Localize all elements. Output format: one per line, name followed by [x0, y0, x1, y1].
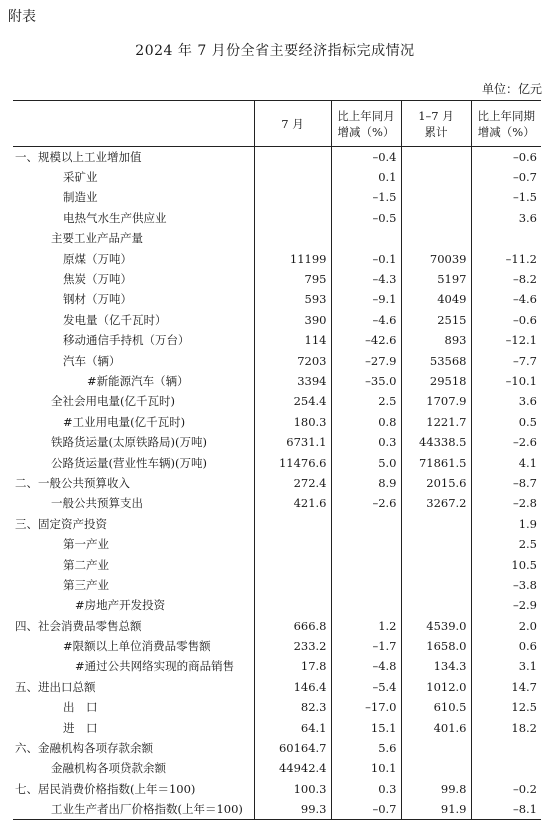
- month-value: [254, 514, 331, 534]
- table-row: [13, 452, 541, 472]
- indicator-name: 汽车（辆）: [63, 353, 121, 368]
- appendix-label: 附表: [8, 9, 36, 25]
- month-value: 82.3: [254, 697, 331, 717]
- cumulative-value: [401, 534, 471, 554]
- month-yoy: –1.5: [331, 187, 401, 207]
- header-cumulative-yoy-line1: 比上年同期: [477, 108, 535, 123]
- month-value: [254, 167, 331, 187]
- month-value: [254, 147, 331, 167]
- table-row: [13, 473, 541, 493]
- cumulative-yoy: [471, 228, 541, 248]
- header-month-label: 7 月: [281, 116, 304, 131]
- table-row: [13, 269, 541, 289]
- month-value: 180.3: [254, 412, 331, 432]
- cumulative-yoy: 10.5: [471, 554, 541, 574]
- month-value: 146.4: [254, 677, 331, 697]
- indicator-name: 金融机构各项贷款余额: [51, 761, 166, 776]
- header-cumulative-line2: 累计: [424, 124, 448, 139]
- cumulative-value: 1658.0: [401, 636, 471, 656]
- header-cumulative: [401, 101, 471, 147]
- indicator-name: #通过公共网络实现的商品销售: [75, 659, 235, 674]
- month-yoy: –35.0: [331, 371, 401, 391]
- month-yoy: 0.3: [331, 432, 401, 452]
- month-yoy: –0.7: [331, 799, 401, 819]
- month-yoy: [331, 228, 401, 248]
- header-month-yoy-line2: 增减（%）: [337, 124, 395, 139]
- cumulative-yoy: [471, 738, 541, 758]
- indicator-name: 电热气水生产供应业: [63, 210, 167, 225]
- indicator-name: 四、社会消费品零售总额: [15, 618, 142, 633]
- month-value: 6731.1: [254, 432, 331, 452]
- indicator-name: 三、固定资产投资: [15, 516, 107, 531]
- table-header-row: [13, 101, 541, 147]
- cumulative-value: 29518: [401, 371, 471, 391]
- page-title: 2024 年 7 月份全省主要经济指标完成情况: [135, 43, 415, 59]
- cumulative-yoy: –11.2: [471, 248, 541, 268]
- cumulative-yoy: –2.9: [471, 595, 541, 615]
- month-yoy: 1.2: [331, 615, 401, 635]
- indicator-name: #新能源汽车（辆）: [87, 373, 189, 388]
- cumulative-value: 53568: [401, 350, 471, 370]
- cumulative-value: [401, 554, 471, 574]
- indicator-name: 原煤（万吨）: [63, 251, 132, 266]
- month-yoy: –1.7: [331, 636, 401, 656]
- month-yoy: –0.4: [331, 147, 401, 167]
- cumulative-value: 4539.0: [401, 615, 471, 635]
- month-yoy: 2.5: [331, 391, 401, 411]
- cumulative-value: 3267.2: [401, 493, 471, 513]
- month-value: [254, 187, 331, 207]
- table-row: [13, 697, 541, 717]
- cumulative-yoy: 2.5: [471, 534, 541, 554]
- cumulative-value: [401, 758, 471, 778]
- cumulative-yoy: [471, 758, 541, 778]
- table-row: [13, 514, 541, 534]
- indicator-name: #房地产开发投资: [75, 598, 166, 613]
- month-yoy: 5.0: [331, 452, 401, 472]
- table-row: [13, 758, 541, 778]
- indicator-name: 一、规模以上工业增加值: [15, 149, 142, 164]
- indicator-name: 七、居民消费价格指数(上年＝100): [15, 781, 196, 796]
- month-value: 64.1: [254, 717, 331, 737]
- indicator-name: 钢材（万吨）: [63, 292, 132, 307]
- month-value: 795: [254, 269, 331, 289]
- indicator-name: 采矿业: [63, 170, 98, 185]
- cumulative-value: [401, 208, 471, 228]
- cumulative-value: 44338.5: [401, 432, 471, 452]
- table-row: [13, 717, 541, 737]
- month-value: [254, 595, 331, 615]
- indicator-name: 二、一般公共预算收入: [15, 475, 130, 490]
- indicator-name: 出 口: [63, 700, 98, 715]
- cumulative-yoy: 14.7: [471, 677, 541, 697]
- header-month-yoy-line1: 比上年同月: [337, 108, 395, 123]
- table-body: [13, 147, 541, 820]
- month-value: [254, 575, 331, 595]
- indicator-name: 全社会用电量(亿千瓦时): [51, 394, 175, 409]
- table-row: [13, 412, 541, 432]
- cumulative-yoy: –8.1: [471, 799, 541, 819]
- cumulative-value: [401, 187, 471, 207]
- month-yoy: 0.8: [331, 412, 401, 432]
- table-row: [13, 595, 541, 615]
- month-value: 99.3: [254, 799, 331, 819]
- month-yoy: [331, 514, 401, 534]
- month-value: 11199: [254, 248, 331, 268]
- month-yoy: –17.0: [331, 697, 401, 717]
- cumulative-value: 401.6: [401, 717, 471, 737]
- month-value: 272.4: [254, 473, 331, 493]
- cumulative-value: 893: [401, 330, 471, 350]
- table-row: [13, 534, 541, 554]
- month-yoy: [331, 534, 401, 554]
- table-row: [13, 799, 541, 819]
- table-row: [13, 391, 541, 411]
- month-value: 593: [254, 289, 331, 309]
- month-yoy: [331, 595, 401, 615]
- table-row: [13, 554, 541, 574]
- cumulative-yoy: –4.6: [471, 289, 541, 309]
- indicator-name: #限额以上单位消费品零售额: [63, 639, 211, 654]
- cumulative-value: 2515: [401, 310, 471, 330]
- month-yoy: 8.9: [331, 473, 401, 493]
- header-month: [254, 101, 331, 147]
- table-row: [13, 371, 541, 391]
- cumulative-value: 99.8: [401, 779, 471, 799]
- cumulative-yoy: –8.2: [471, 269, 541, 289]
- month-yoy: –4.6: [331, 310, 401, 330]
- header-month-yoy: [331, 101, 401, 147]
- cumulative-value: 610.5: [401, 697, 471, 717]
- month-value: 7203: [254, 350, 331, 370]
- indicator-name: 进 口: [63, 720, 98, 735]
- month-yoy: –0.5: [331, 208, 401, 228]
- cumulative-yoy: –0.6: [471, 310, 541, 330]
- table-row: [13, 350, 541, 370]
- cumulative-yoy: –12.1: [471, 330, 541, 350]
- cumulative-yoy: –3.8: [471, 575, 541, 595]
- indicator-name: 五、进出口总额: [15, 679, 96, 694]
- cumulative-value: [401, 147, 471, 167]
- indicator-name: 发电量（亿千瓦时）: [63, 312, 167, 327]
- cumulative-value: [401, 228, 471, 248]
- table-row: [13, 738, 541, 758]
- month-yoy: –9.1: [331, 289, 401, 309]
- cumulative-yoy: –7.7: [471, 350, 541, 370]
- cumulative-yoy: 2.0: [471, 615, 541, 635]
- table-row: [13, 615, 541, 635]
- month-value: 421.6: [254, 493, 331, 513]
- table-row: [13, 432, 541, 452]
- indicator-name: 第三产业: [63, 577, 109, 592]
- cumulative-yoy: 4.1: [471, 452, 541, 472]
- cumulative-yoy: 3.1: [471, 656, 541, 676]
- month-value: 11476.6: [254, 452, 331, 472]
- month-value: 666.8: [254, 615, 331, 635]
- month-yoy: 5.6: [331, 738, 401, 758]
- indicator-name: #工业用电量(亿千瓦时): [63, 414, 186, 429]
- cumulative-yoy: –1.5: [471, 187, 541, 207]
- month-value: [254, 228, 331, 248]
- table-row: [13, 656, 541, 676]
- month-value: 60164.7: [254, 738, 331, 758]
- indicator-name: 第一产业: [63, 537, 109, 552]
- month-yoy: 15.1: [331, 717, 401, 737]
- cumulative-value: 1012.0: [401, 677, 471, 697]
- cumulative-yoy: –8.7: [471, 473, 541, 493]
- month-value: [254, 534, 331, 554]
- table-row: [13, 310, 541, 330]
- indicator-name: 公路货运量(营业性车辆)(万吨): [51, 455, 207, 470]
- cumulative-yoy: 1.9: [471, 514, 541, 534]
- cumulative-yoy: –0.2: [471, 779, 541, 799]
- table-row: [13, 147, 541, 167]
- indicator-name: 铁路货运量(太原铁路局)(万吨): [51, 435, 207, 450]
- cumulative-yoy: 3.6: [471, 208, 541, 228]
- month-yoy: –0.1: [331, 248, 401, 268]
- table-row: [13, 208, 541, 228]
- cumulative-yoy: 18.2: [471, 717, 541, 737]
- cumulative-value: 1221.7: [401, 412, 471, 432]
- cumulative-value: 2015.6: [401, 473, 471, 493]
- cumulative-value: 91.9: [401, 799, 471, 819]
- month-value: [254, 208, 331, 228]
- month-yoy: –42.6: [331, 330, 401, 350]
- table-row: [13, 187, 541, 207]
- table-row: [13, 167, 541, 187]
- month-value: [254, 554, 331, 574]
- month-yoy: 0.1: [331, 167, 401, 187]
- cumulative-value: 71861.5: [401, 452, 471, 472]
- cumulative-value: 1707.9: [401, 391, 471, 411]
- cumulative-yoy: 3.6: [471, 391, 541, 411]
- indicator-name: 制造业: [63, 190, 98, 205]
- month-yoy: –27.9: [331, 350, 401, 370]
- table-row: [13, 636, 541, 656]
- cumulative-yoy: –0.7: [471, 167, 541, 187]
- month-value: 44942.4: [254, 758, 331, 778]
- table-row: [13, 289, 541, 309]
- month-value: 254.4: [254, 391, 331, 411]
- month-yoy: [331, 575, 401, 595]
- cumulative-value: [401, 738, 471, 758]
- unit-label: 单位：亿元: [481, 82, 542, 96]
- month-value: 233.2: [254, 636, 331, 656]
- cumulative-value: [401, 167, 471, 187]
- cumulative-yoy: 12.5: [471, 697, 541, 717]
- table-row: [13, 228, 541, 248]
- month-yoy: –2.6: [331, 493, 401, 513]
- cumulative-yoy: –2.8: [471, 493, 541, 513]
- cumulative-value: 4049: [401, 289, 471, 309]
- table-row: [13, 248, 541, 268]
- cumulative-value: [401, 514, 471, 534]
- cumulative-yoy: –2.6: [471, 432, 541, 452]
- cumulative-value: [401, 595, 471, 615]
- table-row: [13, 330, 541, 350]
- table-row: [13, 575, 541, 595]
- month-yoy: 10.1: [331, 758, 401, 778]
- table-row: [13, 677, 541, 697]
- month-yoy: –5.4: [331, 677, 401, 697]
- month-yoy: –4.3: [331, 269, 401, 289]
- cumulative-value: 5197: [401, 269, 471, 289]
- cumulative-value: 134.3: [401, 656, 471, 676]
- indicator-name: 一般公共预算支出: [51, 496, 143, 511]
- indicator-name: 主要工业产品产量: [51, 231, 143, 246]
- cumulative-yoy: 0.5: [471, 412, 541, 432]
- header-cumulative-line1: 1–7 月: [418, 108, 454, 123]
- table-row: [13, 493, 541, 513]
- header-cumulative-yoy: [471, 101, 541, 147]
- month-value: 100.3: [254, 779, 331, 799]
- cumulative-yoy: –10.1: [471, 371, 541, 391]
- header-cumulative-yoy-line2: 增减（%）: [477, 124, 535, 139]
- cumulative-yoy: –0.6: [471, 147, 541, 167]
- month-value: 3394: [254, 371, 331, 391]
- cumulative-value: 70039: [401, 248, 471, 268]
- indicator-name: 移动通信手持机（万台）: [63, 333, 190, 348]
- indicator-name: 工业生产者出厂价格指数(上年＝100): [13, 799, 254, 819]
- indicator-table: [13, 100, 541, 820]
- indicator-name: 焦炭（万吨）: [63, 272, 132, 287]
- cumulative-yoy: 0.6: [471, 636, 541, 656]
- month-yoy: [331, 554, 401, 574]
- month-yoy: 0.3: [331, 779, 401, 799]
- header-indicator: [13, 101, 254, 147]
- month-value: 17.8: [254, 656, 331, 676]
- indicator-name: 第二产业: [63, 557, 109, 572]
- month-yoy: –4.8: [331, 656, 401, 676]
- month-value: 114: [254, 330, 331, 350]
- table-row: [13, 779, 541, 799]
- month-value: 390: [254, 310, 331, 330]
- indicator-name: 六、金融机构各项存款余额: [15, 741, 153, 756]
- cumulative-value: [401, 575, 471, 595]
